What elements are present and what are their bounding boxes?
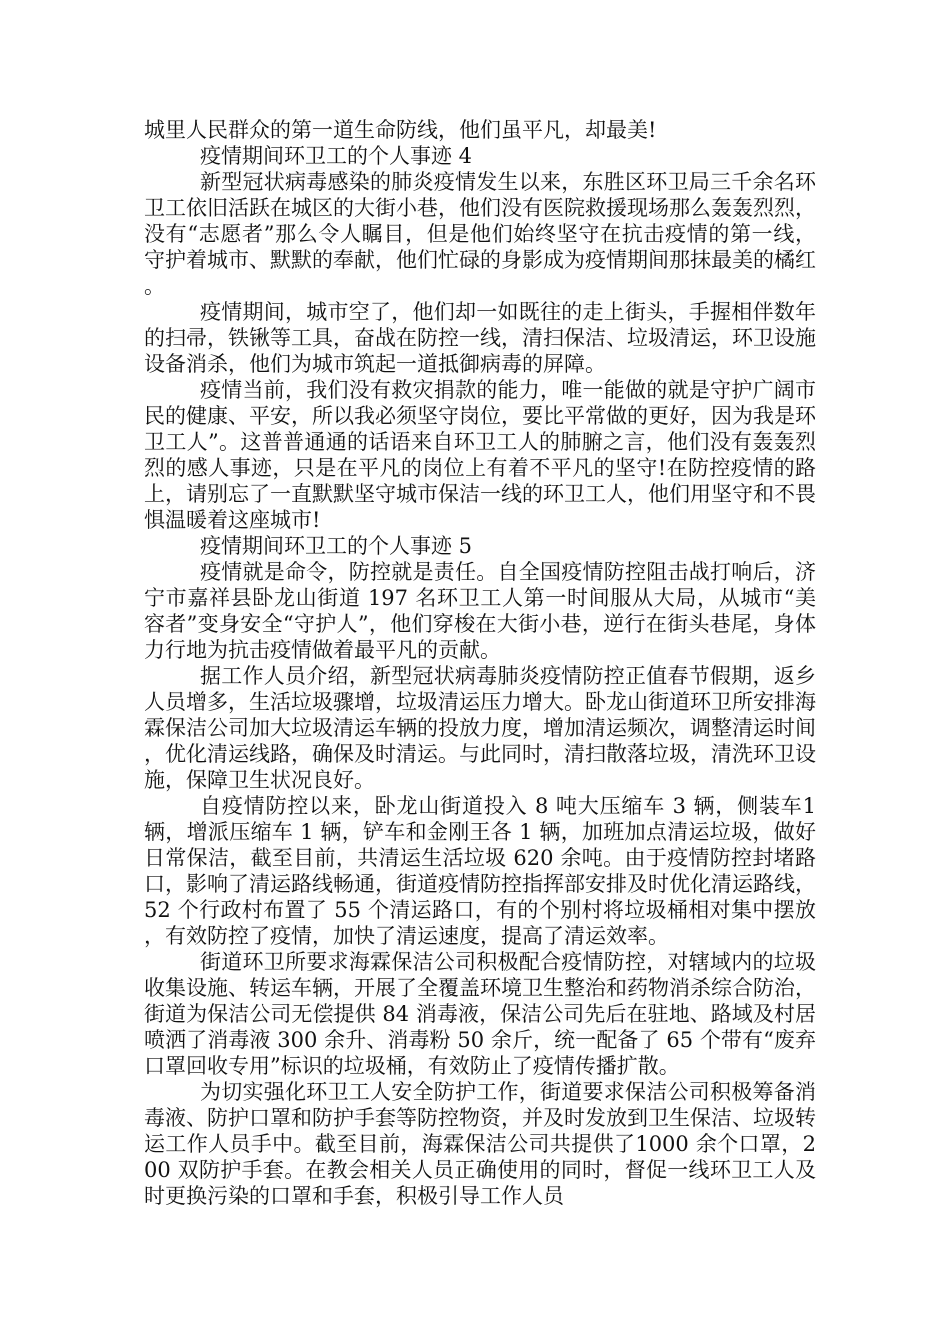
paragraph: 街道环卫所要求海霖保洁公司积极配合疫情防控，对辖域内的垃圾收集设施、转运车辆，开展了全覆盖环境卫生整治和药物消杀综合防治，街道为保洁公司无偿提供 84 消毒液，保洁公司先后在驻地、路域及村居喷洒了消毒液 300 余升、消毒粉 50 余斤，统一配备了 65 个带有“废弃口罩回收专用”标识的垃圾桶，有效防止了疫情传播扩散。: [144, 950, 816, 1078]
paragraph: 疫情期间，城市空了，他们却一如既往的走上街头，手握相伴数年的扫帚，铁锹等工具，奋战在防控一线，清扫保洁、垃圾清运，环卫设施设备消杀，他们为城市筑起一道抵御病毒的屏障。: [144, 300, 816, 376]
paragraph: 新型冠状病毒感染的肺炎疫情发生以来，东胜区环卫局三千余名环卫工依旧活跃在城区的大街小巷，他们没有医院救援现场那么轰轰烈烈，没有“志愿者”那么令人瞩目，但是他们始终坚守在抗击疫情的第一线，守护着城市、默默的奉献，他们忙碌的身影成为疫情期间那抹最美的橘红。: [144, 170, 816, 298]
paragraph: 据工作人员介绍，新型冠状病毒肺炎疫情防控正值春节假期，返乡人员增多，生活垃圾骤增，垃圾清运压力增大。卧龙山街道环卫所安排海霖保洁公司加大垃圾清运车辆的投放力度，增加清运频次，调整清运时间，优化清运线路，确保及时清运。与此同时，清扫散落垃圾，清洗环卫设施，保障卫生状况良好。: [144, 664, 816, 792]
paragraph: 为切实强化环卫工人安全防护工作，街道要求保洁公司积极筹备消毒液、防护口罩和防护手套等防控物资，并及时发放到卫生保洁、垃圾转运工作人员手中。截至目前，海霖保洁公司共提供了1000 余个口罩，200 双防护手套。在教会相关人员正确使用的同时，督促一线环卫工人及时更换污染的口罩和手套，积极引导工作人员: [144, 1080, 816, 1208]
document-body: [144, 117, 816, 1209]
section-heading-4: 疫情期间环卫工的个人事迹 4: [200, 144, 473, 168]
paragraph: 自疫情防控以来，卧龙山街道投入 8 吨大压缩车 3 辆，侧装车1 辆，增派压缩车 1 辆，铲车和金刚王各 1 辆，加班加点清运垃圾，做好日常保洁，截至目前，共清运生活垃圾 620 余吨。由于疫情防控封堵路口，影响了清运路线畅通，街道疫情防控指挥部安排及时优化清运路线，52 个行政村布置了 55 个清运路口，有的个别村将垃圾桶相对集中摆放，有效防控了疫情，加快了清运速度，提高了清运效率。: [144, 794, 816, 948]
section-heading-5: 疫情期间环卫工的个人事迹 5: [200, 534, 473, 558]
paragraph: 疫情就是命令，防控就是责任。自全国疫情防控阻击战打响后，济宁市嘉祥县卧龙山街道 197 名环卫工人第一时间服从大局，从城市“美容者”变身安全“守护人”，他们穿梭在大街小巷，逆行在街头巷尾，身体力行地为抗击疫情做着最平凡的贡献。: [144, 560, 816, 662]
paragraph-continuation: 城里人民群众的第一道生命防线，他们虽平凡，却最美!: [144, 118, 657, 142]
paragraph: 疫情当前，我们没有救灾捐款的能力，唯一能做的就是守护广阔市民的健康、平安，所以我必须坚守岗位，要比平常做的更好，因为我是环卫工人”。这普普通通的话语来自环卫工人的肺腑之言，他们没有轰轰烈烈的感人事迹，只是在平凡的岗位上有着不平凡的坚守!在防控疫情的路上，请别忘了一直默默坚守城市保洁一线的环卫工人，他们用坚守和不畏惧温暖着这座城市!: [144, 378, 816, 532]
